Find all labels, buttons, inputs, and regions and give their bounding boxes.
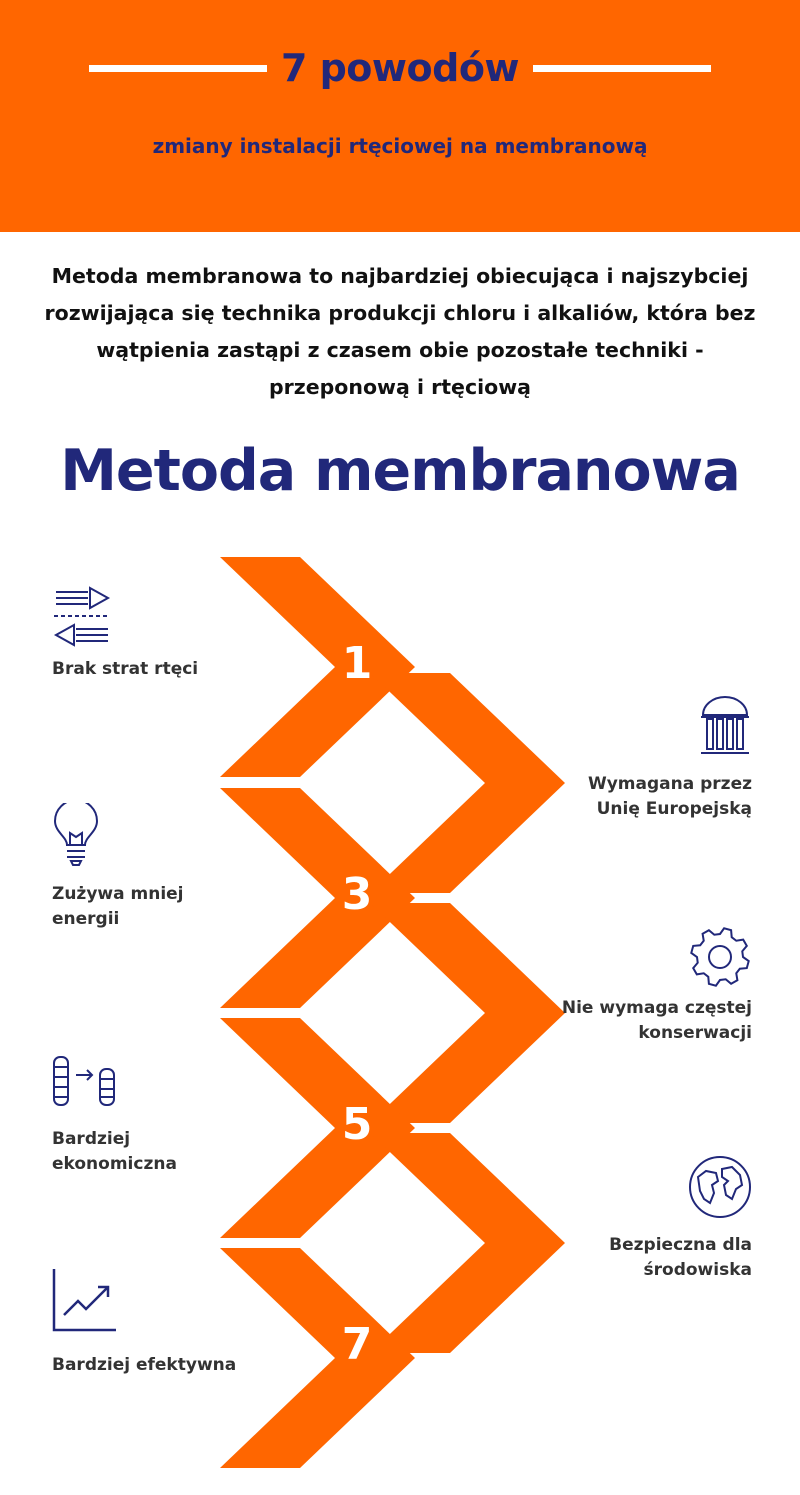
intro-line: rozwijająca się technika produkcji chloru i alkaliów, która bez	[44, 301, 756, 325]
chevron-number-3: 3	[341, 869, 373, 920]
chevron-number-6: 6	[416, 1216, 448, 1267]
page-title: 7 powodów	[280, 46, 520, 90]
intro-line: Metoda membranowa to najbardziej obiecująca i najszybciej	[51, 264, 749, 288]
intro-line: przeponową i rtęciową	[269, 375, 531, 399]
chevron-number-1: 1	[341, 638, 373, 689]
lightbulb-icon	[52, 803, 100, 867]
chevron-number-4: 4	[416, 989, 448, 1040]
reason-label-3: Zużywa mniej energii	[52, 884, 184, 929]
chevron-1	[220, 557, 415, 777]
reason-label-4: Nie wymaga częstej konserwacji	[561, 998, 752, 1043]
chevron-4	[370, 903, 565, 1123]
reason-label-6: Bezpieczna dla środowiska	[609, 1235, 752, 1280]
chevron-3	[220, 788, 415, 1008]
chevron-7	[220, 1248, 415, 1468]
chevron-5	[220, 1018, 415, 1238]
arrows-exchange-icon	[52, 585, 112, 647]
reason-label-2: Wymagana przez Unię Europejską	[587, 774, 752, 819]
reason-label-1: Brak strat rtęci	[52, 659, 199, 679]
chevron-number-7: 7	[341, 1319, 373, 1370]
intro-line: wątpienia zastąpi z czasem obie pozostałe techniki -	[96, 338, 704, 362]
section-heading: Metoda membranowa	[60, 438, 740, 504]
gear-icon	[688, 925, 752, 989]
chevron-number-5: 5	[341, 1099, 373, 1150]
chevron-number-2: 2	[416, 756, 448, 807]
page-subtitle: zmiany instalacji rtęciowej na membranową	[152, 134, 648, 158]
reason-label-7: Bardziej efektywna	[52, 1355, 237, 1375]
chevron-6	[370, 1133, 565, 1353]
chevron-2	[370, 673, 565, 893]
globe-icon	[688, 1155, 752, 1219]
reason-label-5: Bardziej ekonomiczna	[52, 1129, 177, 1174]
growth-chart-icon	[52, 1267, 118, 1333]
coins-transfer-icon	[52, 1055, 122, 1107]
institution-columns-icon	[697, 695, 753, 759]
